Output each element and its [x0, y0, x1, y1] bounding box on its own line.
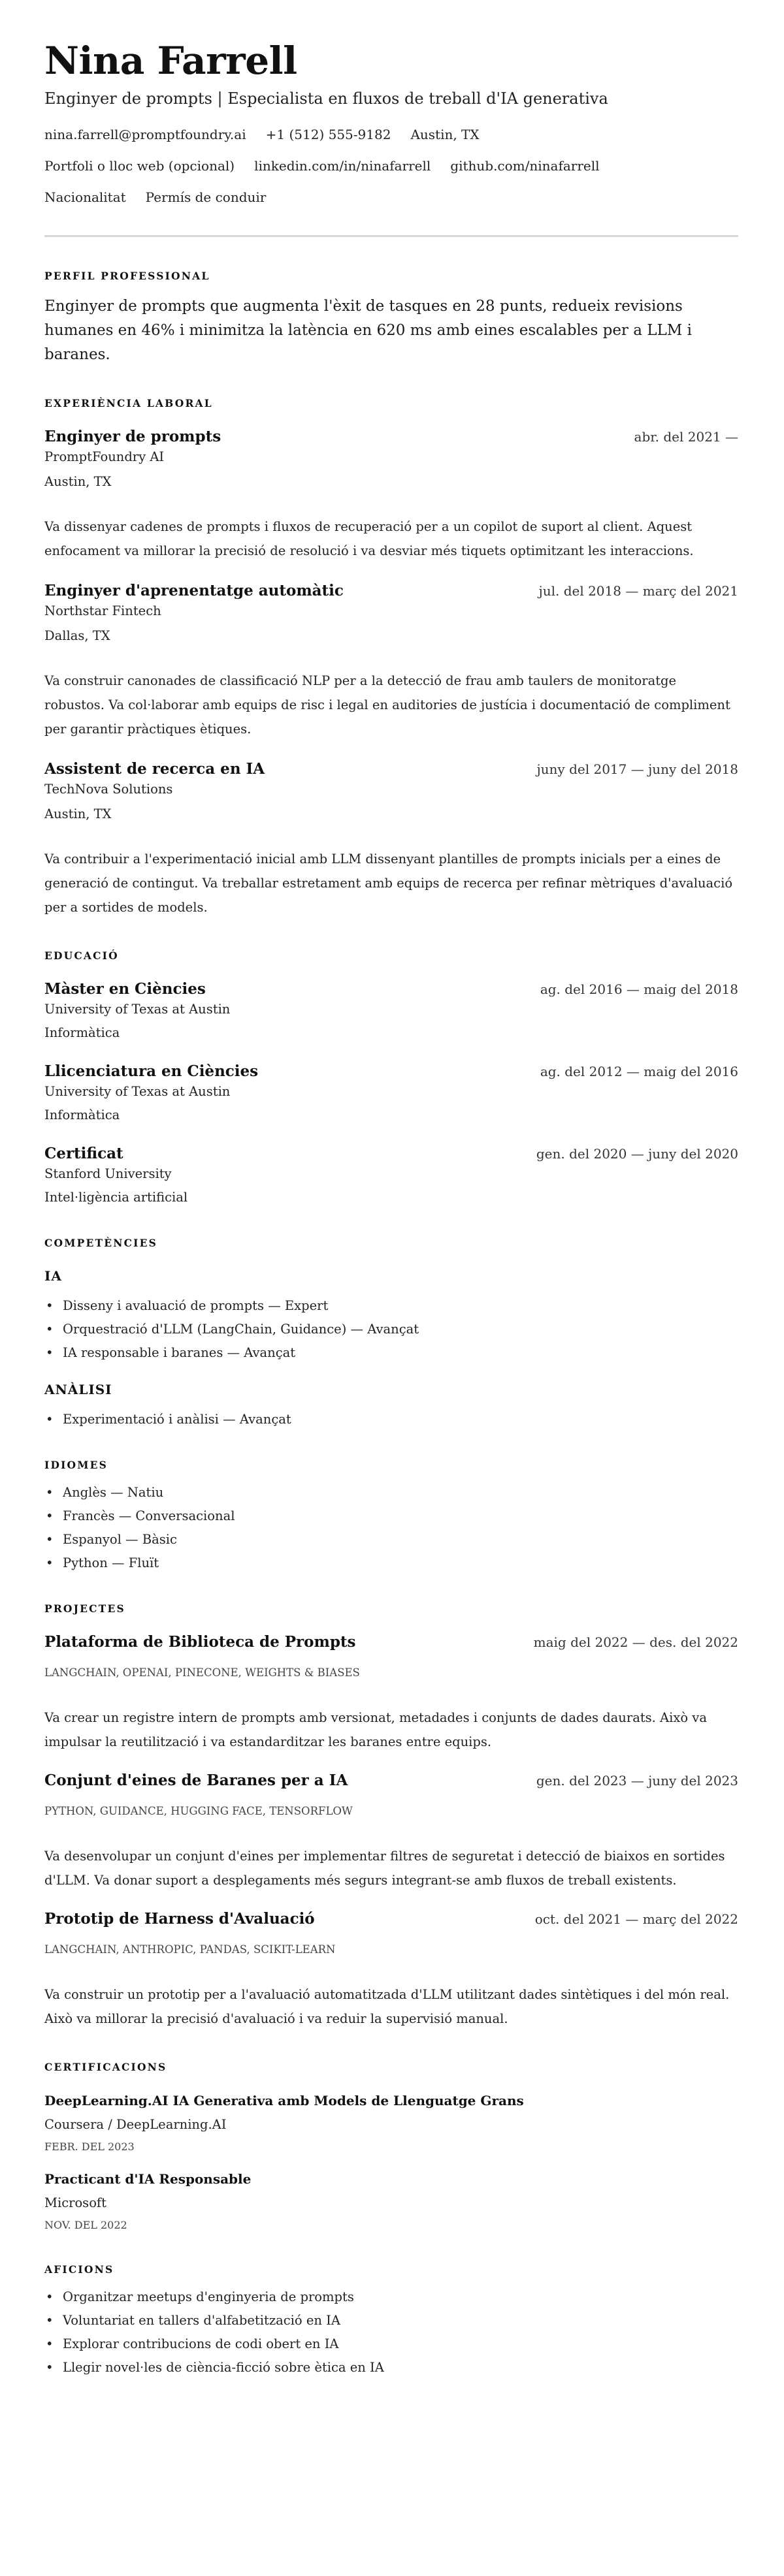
job-location: Dallas, TX [44, 628, 110, 643]
experience-item [44, 581, 738, 741]
section-title-projects: PROJECTES [44, 1602, 125, 1615]
field-of-study: Intel·ligència artificial [44, 1190, 188, 1205]
degree-title: Certificat [44, 1145, 123, 1162]
profile-section [44, 270, 738, 367]
education-item [44, 979, 738, 1042]
company-name: Northstar Fintech [44, 603, 161, 618]
project-description: Va crear un registre intern de prompts amb versionat, metadades i conjunts de dades daurats. Això va impulsar la reutilització i va estandarditzar les baranes entre equips. [44, 1710, 707, 1749]
job-location: Austin, TX [44, 474, 112, 489]
languages-section [44, 1459, 738, 1572]
degree-title: Llicenciatura en Ciències [44, 1062, 259, 1080]
location: Austin, TX [410, 127, 480, 142]
certification-issuer: Coursera / DeepLearning.AI [44, 2117, 227, 2132]
section-title-languages: IDIOMES [44, 1459, 108, 1471]
language-item: • Anglès — Natiu [44, 1484, 738, 1502]
skills-list-ai [44, 1297, 738, 1362]
degree-title: Màster en Ciències [44, 980, 206, 998]
certification-date: NOV. DEL 2022 [44, 2219, 127, 2231]
language-item: • Francès — Conversacional [44, 1507, 738, 1525]
hobbies-list [44, 2288, 738, 2377]
project-description: Va construir un prototip per a l'avaluació automatitzada d'LLM utilitzant dades sintètiques i del món real. Això va millorar la precisió d'avaluació i va reduir la supervisió manual. [44, 1987, 730, 2026]
project-dates: gen. del 2023 — juny del 2023 [536, 1773, 738, 1789]
certification-date: FEBR. DEL 2023 [44, 2140, 135, 2153]
field-of-study: Informàtica [44, 1025, 120, 1040]
hobbies-section [44, 2263, 738, 2377]
job-dates: juny del 2017 — juny del 2018 [536, 761, 738, 777]
language-item: • Python — Fluït [44, 1554, 738, 1572]
section-title-certifications: CERTIFICACIONS [44, 2061, 167, 2073]
nationality: Nacionalitat [44, 189, 126, 205]
portfolio-link[interactable]: Portfoli o lloc web (opcional) [44, 158, 235, 174]
section-title-profile: PERFIL PROFESSIONAL [44, 270, 210, 282]
job-description: Va construir canonades de classificació NLP per a la detecció de frau amb taulers de monitoratge robustos. Va col·laborar amb equips de risc i legal en auditories de justícia i documentació de compliment per garantir pràctiques ètiques. [44, 673, 730, 737]
skills-section [44, 1237, 738, 1429]
certification-item [44, 2169, 738, 2233]
skill-item: • IA responsable i baranes — Avançat [44, 1344, 738, 1362]
section-title-education: EDUCACIÓ [44, 949, 119, 962]
skill-item: • Experimentació i anàlisi — Avançat [44, 1410, 738, 1429]
job-title: Enginyer d'aprenentatge automàtic [44, 582, 344, 599]
school-name: University of Texas at Austin [44, 1084, 231, 1099]
certification-issuer: Microsoft [44, 2195, 106, 2210]
project-tech-stack: PYTHON, GUIDANCE, HUGGING FACE, TENSORFLOW [44, 1805, 353, 1817]
project-tech-stack: LANGCHAIN, OPENAI, PINECONE, WEIGHTS & BIASES [44, 1666, 360, 1679]
project-item [44, 1909, 738, 2031]
github-link[interactable]: github.com/ninafarrell [450, 158, 600, 174]
profile-summary: Enginyer de prompts que augmenta l'èxit de tasques en 28 punts, redueix revisions humanes en 46% i minimitza la latència en 620 ms amb eines escalables per a LLM i baranes. [44, 298, 693, 363]
languages-list [44, 1484, 738, 1572]
contact-row-links [44, 157, 738, 175]
education-item [44, 1062, 738, 1124]
skill-item: • Disseny i avaluació de prompts — Expert [44, 1297, 738, 1315]
section-title-skills: COMPETÈNCIES [44, 1237, 157, 1249]
project-dates: maig del 2022 — des. del 2022 [533, 1634, 738, 1650]
skills-group-ai: IA [44, 1268, 62, 1284]
job-title: Assistent de recerca en IA [44, 760, 265, 778]
job-description: Va contribuir a l'experimentació inicial amb LLM dissenyant plantilles de prompts inicials per a eines de generació de contingut. Va treballar estretament amb equips de recerca per refinar mètriques d'avaluació per a sortides de models. [44, 851, 733, 915]
resume-header [44, 38, 738, 237]
hobby-item: • Llegir novel·les de ciència-ficció sobre ètica en IA [44, 2359, 738, 2377]
section-title-hobbies: AFICIONS [44, 2263, 114, 2276]
language-item: • Espanyol — Bàsic [44, 1531, 738, 1549]
project-dates: oct. del 2021 — març del 2022 [534, 1911, 738, 1927]
school-name: University of Texas at Austin [44, 1002, 231, 1017]
skills-list-analysis [44, 1410, 738, 1429]
experience-item [44, 759, 738, 919]
education-dates: gen. del 2020 — juny del 2020 [536, 1146, 738, 1162]
skills-group-analysis: ANÀLISI [44, 1382, 112, 1397]
linkedin-link[interactable]: linkedin.com/in/ninafarrell [254, 158, 431, 174]
candidate-name: Nina Farrell [44, 39, 297, 83]
email-link[interactable]: nina.farrell@promptfoundry.ai [44, 127, 246, 142]
certifications-section [44, 2061, 738, 2233]
header-divider [44, 235, 738, 237]
project-name: Prototip de Harness d'Avaluació [44, 1910, 315, 1928]
school-name: Stanford University [44, 1166, 172, 1181]
contact-row-extra [44, 188, 738, 206]
job-location: Austin, TX [44, 806, 112, 821]
education-item [44, 1144, 738, 1207]
project-item [44, 1771, 738, 1892]
headline: Enginyer de prompts | Especialista en fluxos de treball d'IA generativa [44, 89, 608, 108]
education-dates: ag. del 2012 — maig del 2016 [540, 1064, 738, 1079]
job-description: Va dissenyar cadenes de prompts i fluxos de recuperació per a un copilot de suport al client. Aquest enfocament va millorar la precisió de resolució i va desviar més tiquets optimitzant les interaccions. [44, 519, 694, 558]
phone-number[interactable]: +1 (512) 555-9182 [265, 127, 391, 142]
company-name: PromptFoundry AI [44, 449, 165, 464]
skill-item: • Orquestració d'LLM (LangChain, Guidance) — Avançat [44, 1320, 738, 1339]
field-of-study: Informàtica [44, 1107, 120, 1122]
project-item [44, 1632, 738, 1754]
education-section [44, 949, 738, 1207]
hobby-item: • Organitzar meetups d'enginyeria de prompts [44, 2288, 738, 2306]
certification-name: DeepLearning.AI IA Generativa amb Models de Llenguatge Grans [44, 2093, 524, 2108]
project-name: Conjunt d'eines de Baranes per a IA [44, 1772, 348, 1789]
company-name: TechNova Solutions [44, 782, 173, 797]
section-title-experience: EXPERIÈNCIA LABORAL [44, 397, 213, 409]
experience-section [44, 397, 738, 919]
certification-name: Practicant d'IA Responsable [44, 2171, 252, 2187]
contact-row-primary [44, 125, 738, 144]
hobby-item: • Explorar contribucions de codi obert en IA [44, 2335, 738, 2353]
job-dates: abr. del 2021 — [634, 429, 738, 445]
projects-section [44, 1602, 738, 2031]
driving-license: Permís de conduir [145, 189, 267, 205]
job-dates: jul. del 2018 — març del 2021 [538, 583, 738, 599]
hobby-item: • Voluntariat en tallers d'alfabetització en IA [44, 2312, 738, 2330]
project-tech-stack: LANGCHAIN, ANTHROPIC, PANDAS, SCIKIT-LEARN [44, 1943, 336, 1956]
certification-item [44, 2091, 738, 2155]
project-description: Va desenvolupar un conjunt d'eines per implementar filtres de seguretat i detecció de biaixos en sortides d'LLM. Va donar suport a desplegaments més segurs integrant-se amb fluxos de treball existents. [44, 1849, 725, 1888]
project-name: Plataforma de Biblioteca de Prompts [44, 1633, 356, 1651]
experience-item [44, 427, 738, 563]
job-title: Enginyer de prompts [44, 428, 221, 445]
education-dates: ag. del 2016 — maig del 2018 [540, 981, 738, 997]
